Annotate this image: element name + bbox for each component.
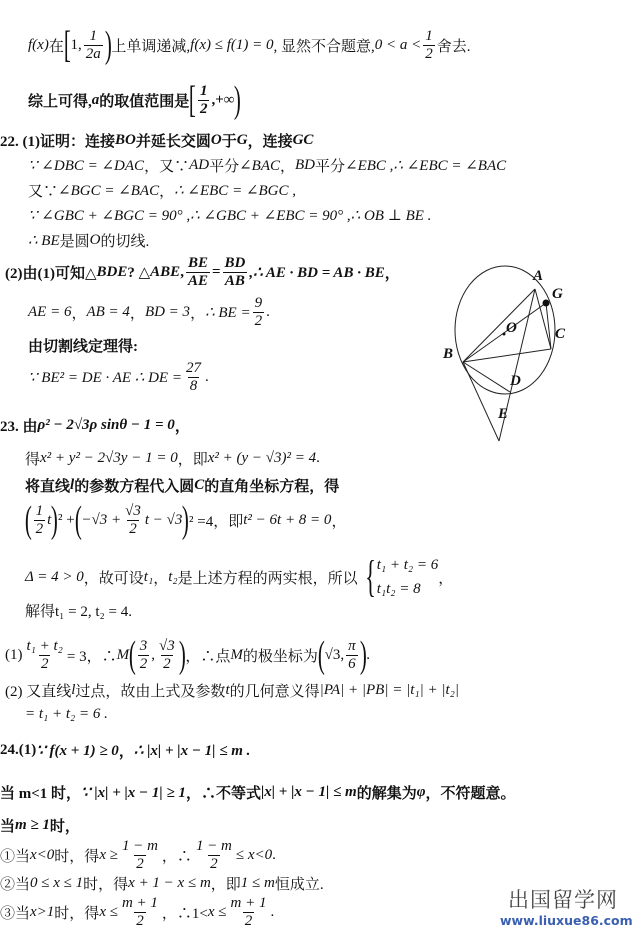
label-a: A bbox=[533, 268, 544, 284]
math-run: AE = 6 bbox=[28, 303, 72, 320]
denominator: 6 bbox=[348, 655, 356, 672]
math-run: ∵ f(x + 1) ≥ 0 bbox=[36, 742, 119, 759]
math-run: x + 1 − x ≤ m bbox=[128, 874, 211, 891]
denominator: 2 bbox=[136, 912, 144, 929]
text-run: , 显然不合题意, bbox=[273, 38, 375, 55]
text-run: 的极坐标为 bbox=[242, 648, 318, 665]
text-run: (2)由(1)可知△ bbox=[5, 265, 97, 282]
math-run: x ≥ bbox=[99, 846, 118, 863]
math-run: x² + (y − √3)² = 4 bbox=[207, 449, 317, 466]
text-run: . bbox=[266, 303, 270, 320]
math-run: BD bbox=[295, 156, 316, 173]
text-run: √3, bbox=[324, 646, 345, 663]
math-run: φ bbox=[416, 783, 426, 800]
numerator: √3 bbox=[125, 502, 141, 519]
text-run: ，又∵ bbox=[144, 158, 190, 175]
text-run: ②当 bbox=[0, 876, 31, 893]
text-run: 时， bbox=[49, 818, 80, 835]
text-run: 由切割线定理得: bbox=[28, 338, 138, 355]
text-run: . bbox=[366, 646, 370, 663]
numerator: m + 1 bbox=[121, 894, 158, 911]
denominator: 2 bbox=[254, 312, 263, 329]
math-run: ∠EBC ,∴ ∠EBC = ∠BAC bbox=[345, 157, 507, 174]
text-run: ， bbox=[438, 570, 454, 587]
math-run: |PA| + |PB| = |t₁| + |t₂| bbox=[319, 681, 459, 698]
text-run: ， bbox=[159, 183, 175, 200]
text-run: ③当 bbox=[0, 905, 31, 922]
math-run: t bbox=[225, 681, 230, 698]
bracket: ( bbox=[74, 499, 82, 541]
text-run: 在 bbox=[48, 38, 64, 55]
text-run: ， bbox=[129, 305, 145, 322]
text-run: ，即 bbox=[177, 451, 208, 468]
denominator: 2a bbox=[85, 45, 101, 62]
text-run: 的解集为 bbox=[356, 785, 417, 802]
denominator: 2 bbox=[40, 655, 49, 672]
math-run: |x| + |x − 1| ≤ m bbox=[260, 783, 357, 800]
math-run: f(x) ≤ f(1) = 0 bbox=[190, 36, 274, 53]
math-run: ∠BAC bbox=[239, 157, 280, 174]
text-run: (1) bbox=[5, 646, 23, 663]
label-e: E bbox=[498, 406, 509, 422]
text-run: 解得t₁ = 2, t₂ = 4. bbox=[25, 603, 132, 620]
math-run: l bbox=[70, 476, 75, 493]
text-run: 当 m<1 时， bbox=[0, 785, 82, 802]
math-run: a bbox=[91, 91, 100, 108]
text-run: ，不符题意。 bbox=[425, 785, 516, 802]
bracket: ) bbox=[178, 634, 186, 676]
bracket: ( bbox=[317, 634, 325, 676]
text-run: 上单调递减, bbox=[111, 38, 191, 55]
text-run: ， bbox=[174, 418, 190, 435]
text-run: ? △ bbox=[127, 264, 151, 281]
denominator: AB bbox=[224, 272, 245, 289]
system-row: t₁ + t₂ = 6 bbox=[376, 557, 439, 573]
numerator: t₁ + t₂ bbox=[26, 637, 63, 654]
math-run: ∵ BE² = DE · AE ∴ DE = bbox=[28, 369, 182, 386]
numerator: 1 bbox=[35, 502, 44, 519]
numerator: m + 1 bbox=[230, 894, 267, 911]
text-run: ①当 bbox=[0, 848, 31, 865]
segment-bc bbox=[463, 349, 551, 362]
text-run: ，∴1< bbox=[161, 905, 208, 922]
math-run: t₂ bbox=[168, 568, 178, 585]
math-run: f(x) bbox=[28, 36, 49, 53]
text-run: 当 bbox=[0, 818, 16, 835]
bracket: [ bbox=[189, 79, 197, 121]
text-run: (2) 又直线 bbox=[5, 683, 72, 700]
math-run: G bbox=[236, 131, 248, 148]
text-run: ， bbox=[331, 513, 347, 530]
math-run: C bbox=[194, 476, 205, 493]
text-run: ， bbox=[190, 305, 206, 322]
numerator: 1 bbox=[89, 27, 97, 44]
label-o: O bbox=[506, 320, 517, 336]
math-run: ,∴ AE · BD = AB · BE bbox=[249, 264, 385, 281]
text-run: ,+∞ bbox=[211, 91, 235, 108]
text-run: = bbox=[211, 263, 221, 280]
math-run: x ≤ bbox=[99, 903, 118, 920]
text-run: ， bbox=[280, 158, 296, 175]
text-run: 时，得 bbox=[83, 876, 129, 893]
math-run: Δ = 4 > 0 bbox=[25, 568, 84, 585]
text-run: ， bbox=[384, 265, 400, 282]
text-run: 舍去. bbox=[436, 38, 471, 55]
math-run: ABE bbox=[150, 263, 181, 280]
math-run: ∵ ∠DBC = ∠DAC bbox=[28, 157, 145, 174]
math-run: BO bbox=[115, 131, 136, 148]
label-d: D bbox=[510, 373, 521, 389]
denominator: 2 bbox=[425, 45, 433, 62]
math-run: ∴ |x| + |x − 1| ≤ m . bbox=[133, 742, 251, 759]
numerator: π bbox=[348, 637, 356, 654]
text-run: . bbox=[270, 903, 275, 920]
math-run: t₁ bbox=[143, 568, 154, 585]
math-run: O bbox=[210, 131, 222, 148]
bracket: ) bbox=[51, 499, 59, 541]
denominator: 2 bbox=[244, 912, 253, 929]
denominator: 2 bbox=[35, 520, 44, 537]
segment-bg bbox=[463, 303, 546, 362]
math-run: t bbox=[47, 511, 52, 528]
math-run: ∵ ∠GBC + ∠BGC = 90° ,∴ ∠GBC + ∠EBC = 90° ,∴ OB ⊥ BE . bbox=[28, 207, 432, 224]
math-run: x ≤ bbox=[207, 903, 227, 920]
text-run: 综上可得, bbox=[28, 93, 92, 110]
bracket: [ bbox=[63, 24, 71, 66]
text-run: 是上述方程的两实根，所以 bbox=[177, 570, 358, 587]
system-row: t₁t₂ = 8 bbox=[376, 581, 421, 597]
numerator: BD bbox=[224, 254, 246, 271]
numerator: √3 bbox=[159, 637, 175, 654]
text-run: 又∵ bbox=[28, 183, 59, 200]
text-run: ² + bbox=[57, 511, 75, 528]
denominator: 8 bbox=[189, 377, 198, 394]
text-run: 的取值范围是 bbox=[99, 93, 190, 110]
math-run: −√3 + bbox=[81, 511, 122, 528]
denominator: 2 bbox=[199, 100, 208, 117]
math-run: M bbox=[230, 646, 243, 663]
label-g: G bbox=[552, 286, 563, 302]
math-run: ∴ BE = bbox=[205, 304, 251, 321]
math-run: x² + y² − 2√3y − 1 = 0 bbox=[40, 449, 178, 466]
math-run: 0 < a < bbox=[374, 36, 422, 53]
text-run: . bbox=[316, 449, 320, 466]
numerator: 1 − m bbox=[195, 837, 232, 854]
text-run: ， bbox=[118, 743, 134, 760]
text-run: 23. 由 bbox=[0, 418, 38, 435]
text-run: . bbox=[204, 368, 209, 385]
bracket: ) bbox=[359, 634, 367, 676]
text-run: , bbox=[151, 646, 156, 663]
text-run: 过点，故由上式及参数 bbox=[75, 683, 226, 700]
denominator: 2 bbox=[139, 655, 148, 672]
math-run: ∠BGC = ∠BAC bbox=[58, 182, 160, 199]
numerator: 1 bbox=[425, 27, 433, 44]
text-run: 平分 bbox=[209, 158, 240, 175]
numerator: 9 bbox=[254, 294, 263, 311]
math-run: ∵ |x| + |x − 1| ≥ 1 bbox=[81, 784, 186, 801]
text-run: 恒成立. bbox=[274, 876, 324, 893]
bracket: ( bbox=[128, 634, 136, 676]
text-run: 平分 bbox=[315, 158, 346, 175]
math-run: AB = 4 bbox=[86, 303, 130, 320]
denominator: 2 bbox=[129, 520, 137, 537]
text-run: 22. (1)证明：连接 bbox=[0, 133, 115, 150]
math-run: O bbox=[89, 231, 101, 248]
text-run: 的直角坐标方程，得 bbox=[204, 478, 340, 495]
circle-o bbox=[455, 266, 555, 394]
numerator: BE bbox=[187, 254, 208, 271]
bracket: ) bbox=[234, 79, 242, 121]
math-run: = t₁ + t₂ = 6 . bbox=[25, 705, 108, 722]
text-run: 24.(1) bbox=[0, 741, 37, 758]
denominator: AE bbox=[187, 272, 208, 289]
math-run: M bbox=[116, 646, 130, 663]
text-run: 时，得 bbox=[54, 848, 100, 865]
bracket: ) bbox=[104, 24, 112, 66]
bracket: ( bbox=[24, 499, 32, 541]
text-run: = 3，∴ bbox=[66, 648, 117, 665]
math-run: GC bbox=[292, 131, 314, 148]
text-run: 1, bbox=[70, 36, 82, 53]
math-run: ∴ ∠EBC = ∠BGC , bbox=[174, 182, 297, 199]
denominator: 2 bbox=[136, 855, 144, 872]
brace: { bbox=[364, 552, 376, 601]
text-run: ² =4，即 bbox=[189, 513, 244, 530]
math-run: ∴ BE bbox=[28, 232, 60, 249]
text-run: 的参数方程代入圆 bbox=[74, 478, 195, 495]
text-run: ， bbox=[153, 570, 169, 587]
denominator: 2 bbox=[163, 655, 171, 672]
text-run: 将直线 bbox=[25, 478, 71, 495]
math-run: m ≥ 1 bbox=[15, 816, 50, 833]
text-run: 时，得 bbox=[54, 905, 100, 922]
math-run: t² − 6t + 8 = 0 bbox=[243, 511, 332, 528]
text-run: . bbox=[272, 846, 276, 863]
text-run: 于 bbox=[221, 133, 237, 150]
math-run: x>1 bbox=[30, 903, 55, 920]
bracket: ) bbox=[182, 499, 190, 541]
watermark-logo-text: 出国留学网 bbox=[508, 888, 618, 912]
math-run: BDE bbox=[96, 263, 128, 280]
math-run: ρ² − 2√3ρ sinθ − 1 = 0 bbox=[37, 416, 175, 433]
numerator: 27 bbox=[185, 359, 201, 376]
numerator: 3 bbox=[139, 637, 148, 654]
text-run: 得 bbox=[25, 451, 41, 468]
text-run: ，∴不等式 bbox=[185, 785, 261, 802]
text-run: 是圆 bbox=[59, 233, 90, 250]
text-run: ，故可设 bbox=[83, 570, 144, 587]
label-b: B bbox=[443, 346, 454, 362]
text-run: ，连接 bbox=[247, 133, 293, 150]
math-run: BD = 3 bbox=[144, 303, 191, 320]
label-c: C bbox=[555, 326, 566, 342]
text-run: ，∴ bbox=[161, 848, 192, 865]
segment-ba bbox=[463, 289, 535, 362]
math-run: x<0 bbox=[30, 846, 55, 863]
text-run: 的几何意义得 bbox=[229, 683, 320, 700]
watermark-url[interactable]: www.liuxue86.com bbox=[500, 913, 633, 928]
math-run: AD bbox=[189, 156, 210, 173]
numerator: 1 − m bbox=[121, 837, 158, 854]
numerator: 1 bbox=[199, 82, 208, 99]
math-run: 1 ≤ m bbox=[240, 874, 275, 891]
text-run: ， bbox=[71, 305, 87, 322]
math-run: 0 ≤ x ≤ 1 bbox=[30, 874, 84, 891]
text-run: ，即 bbox=[210, 876, 241, 893]
math-run: t − √3 bbox=[144, 511, 183, 528]
text-run: 的切线. bbox=[100, 233, 150, 250]
math-run: l bbox=[71, 681, 76, 698]
text-run: 并延长交圆 bbox=[135, 133, 211, 150]
segment-gc bbox=[546, 303, 551, 349]
math-run: ≤ x<0 bbox=[235, 846, 273, 863]
point-g-dot bbox=[543, 300, 550, 307]
text-run: ，∴点 bbox=[185, 648, 231, 665]
denominator: 2 bbox=[210, 855, 218, 872]
text-run: , bbox=[180, 263, 184, 280]
